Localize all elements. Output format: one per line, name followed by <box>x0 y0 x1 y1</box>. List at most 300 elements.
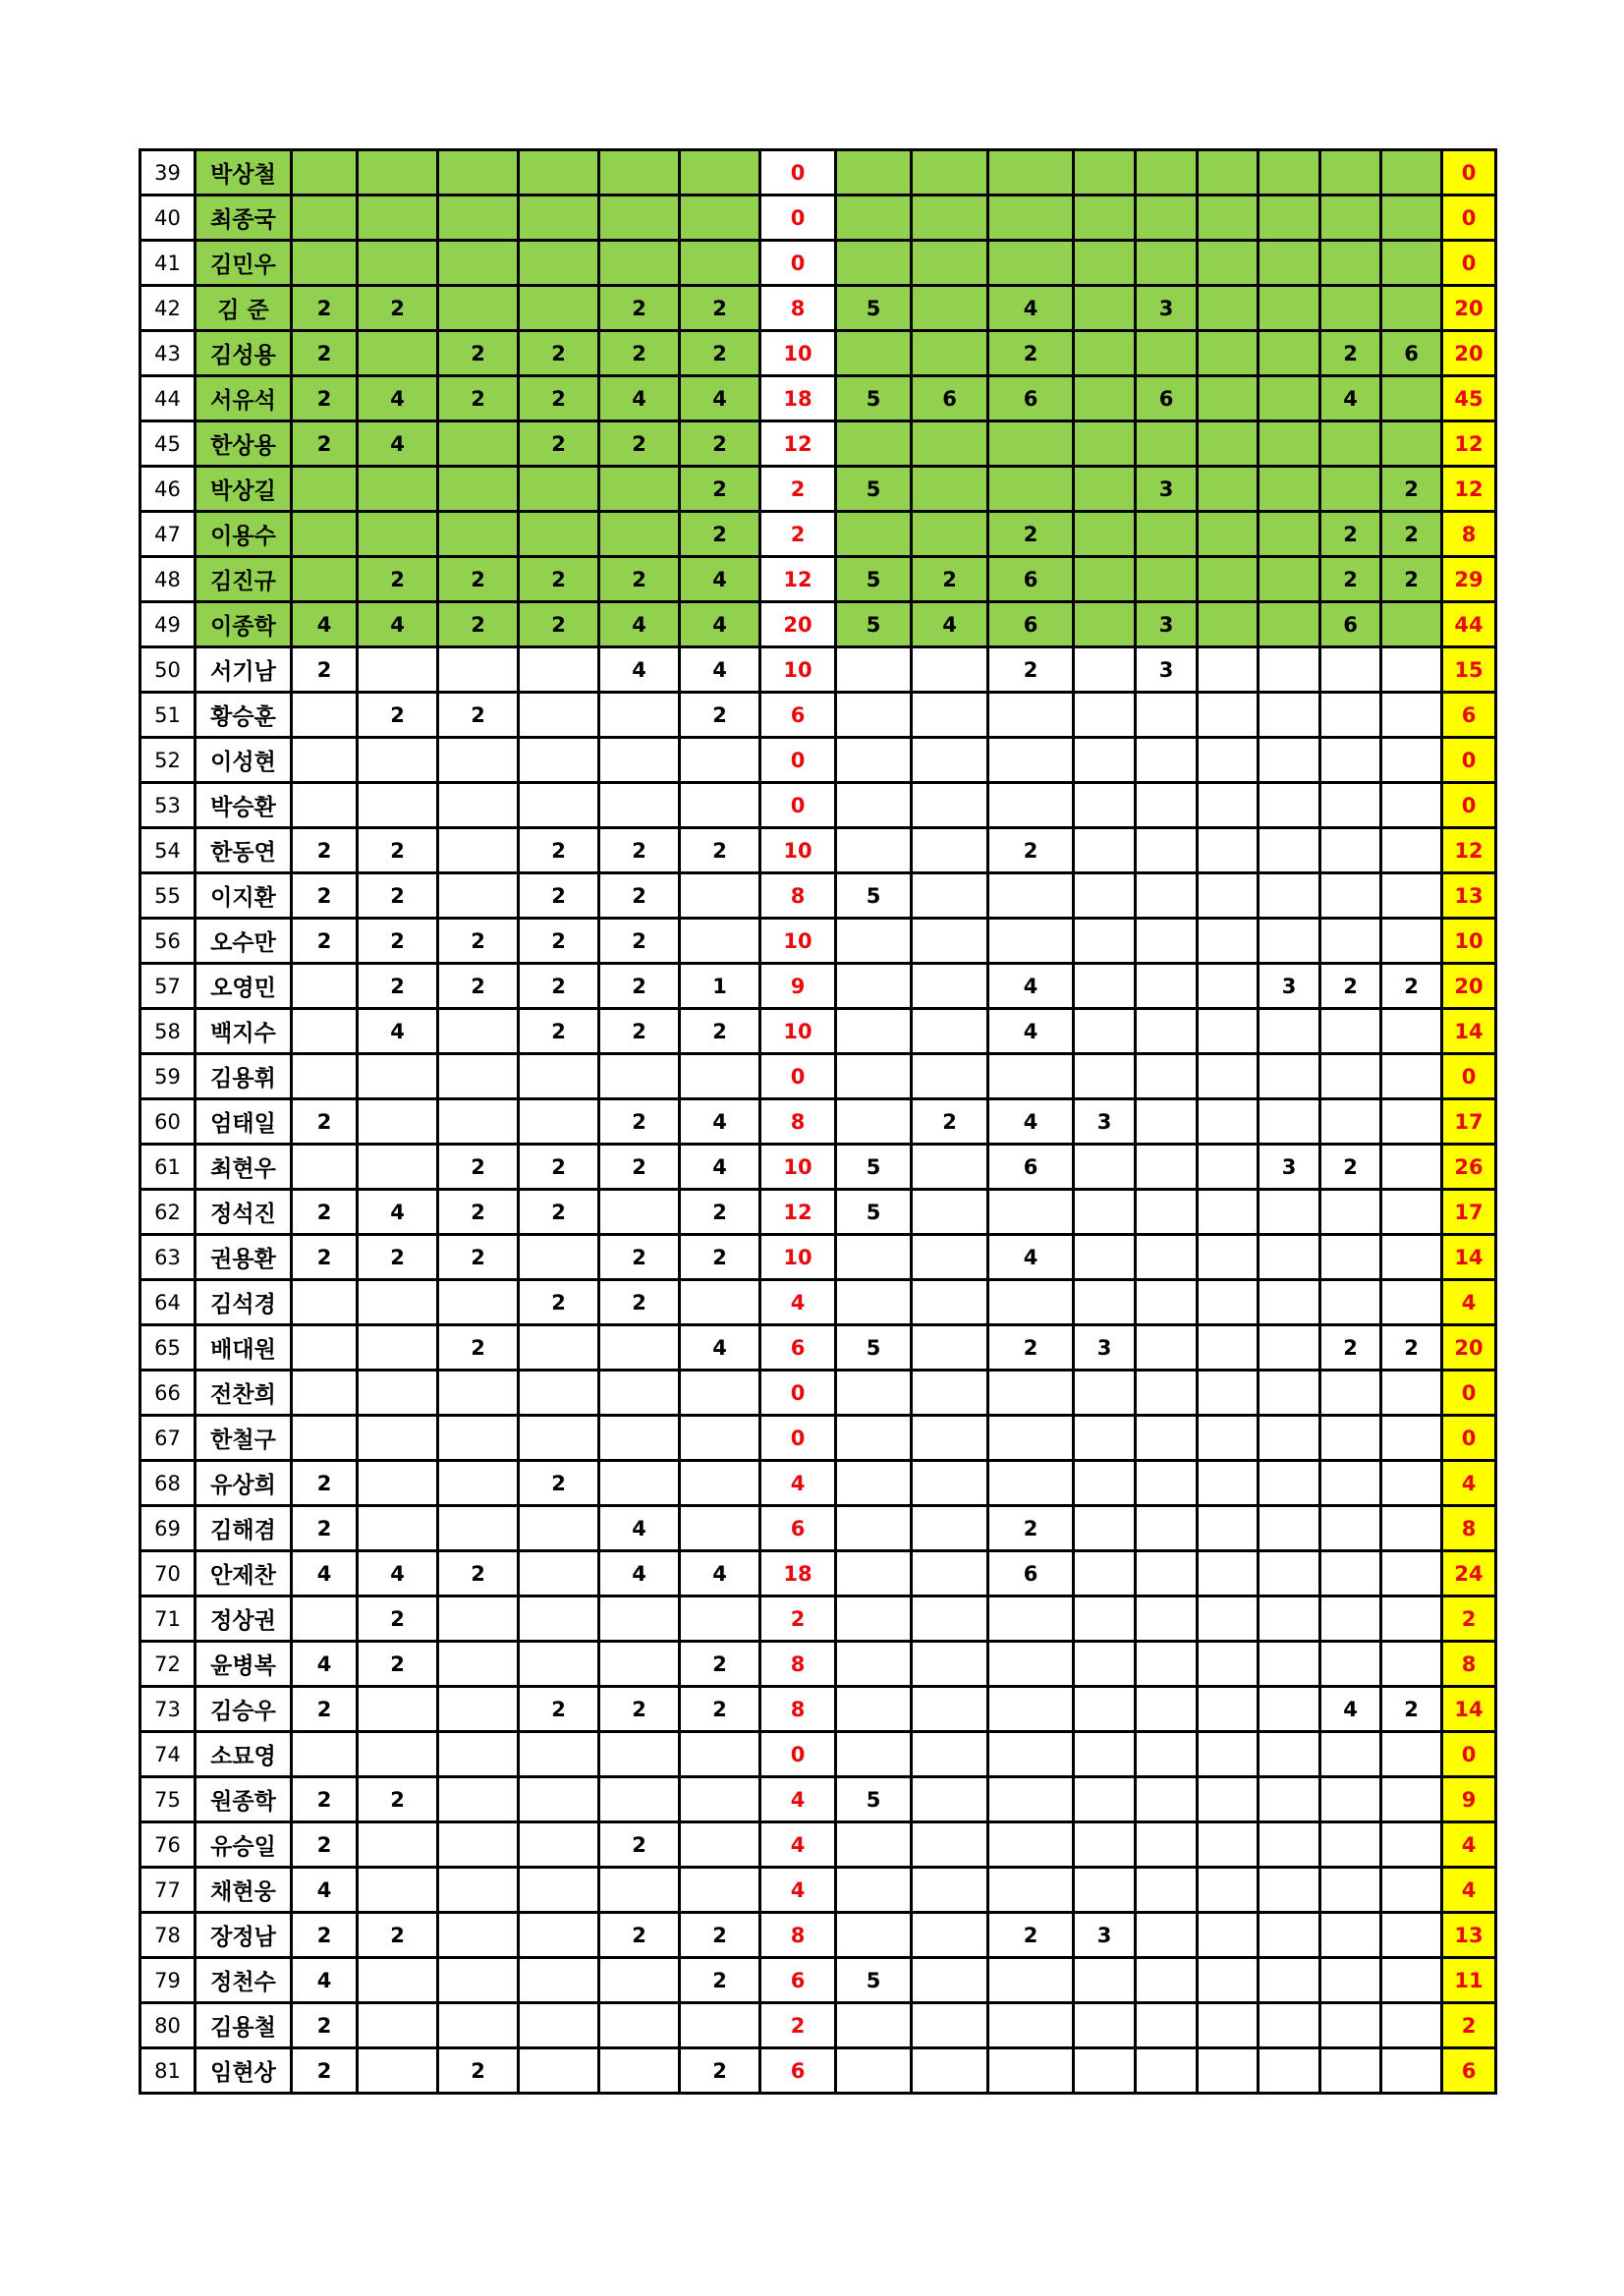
score-cell <box>1198 1009 1259 1054</box>
score-cell: 2 <box>599 1687 680 1732</box>
score-cell <box>1198 919 1259 964</box>
score-cell: 3 <box>1259 1145 1320 1190</box>
score-cell: 4 <box>599 602 680 647</box>
score-cell <box>358 1371 438 1416</box>
subtotal-cell: 8 <box>760 1099 836 1145</box>
score-cell <box>912 241 988 286</box>
score-cell: 3 <box>1074 1913 1136 1958</box>
score-cell <box>1074 1687 1136 1732</box>
score-cell <box>1136 1054 1198 1099</box>
score-cell: 4 <box>680 376 760 421</box>
score-cell: 2 <box>292 2003 358 2048</box>
score-cell <box>1259 1596 1320 1642</box>
table-row <box>140 1009 1496 1054</box>
row-number: 74 <box>140 1732 196 1777</box>
score-cell <box>1381 2003 1442 2048</box>
score-cell <box>1074 1371 1136 1416</box>
score-cell: 4 <box>292 1958 358 2003</box>
score-cell: 2 <box>519 873 599 919</box>
score-cell <box>1198 421 1259 467</box>
member-name: 오수만 <box>196 919 292 964</box>
score-cell: 6 <box>988 602 1074 647</box>
score-cell: 2 <box>599 331 680 376</box>
subtotal-cell: 0 <box>760 783 836 828</box>
score-cell <box>358 467 438 512</box>
score-cell <box>1259 1868 1320 1913</box>
score-cell <box>912 2003 988 2048</box>
score-cell <box>519 1868 599 1913</box>
score-cell <box>438 467 519 512</box>
score-cell <box>438 738 519 783</box>
table-row <box>140 1732 1496 1777</box>
score-cell <box>912 647 988 693</box>
score-cell <box>1381 1145 1442 1190</box>
score-cell: 2 <box>1320 1145 1381 1190</box>
subtotal-cell: 0 <box>760 1371 836 1416</box>
score-cell <box>1136 1145 1198 1190</box>
score-cell: 2 <box>599 1822 680 1868</box>
score-cell <box>1259 1913 1320 1958</box>
total-cell: 26 <box>1442 1145 1496 1190</box>
score-cell: 4 <box>1320 1687 1381 1732</box>
score-cell <box>1136 1958 1198 2003</box>
total-cell: 12 <box>1442 421 1496 467</box>
total-cell: 0 <box>1442 1371 1496 1416</box>
member-name: 안제찬 <box>196 1551 292 1596</box>
score-cell <box>1320 1280 1381 1325</box>
score-cell <box>1381 919 1442 964</box>
score-cell: 2 <box>599 1145 680 1190</box>
score-cell: 3 <box>1136 467 1198 512</box>
table-row <box>140 1687 1496 1732</box>
score-cell: 5 <box>836 286 912 331</box>
score-cell: 2 <box>358 1235 438 1280</box>
score-cell: 2 <box>599 286 680 331</box>
score-cell <box>292 150 358 196</box>
score-cell <box>912 828 988 873</box>
table-row <box>140 196 1496 241</box>
score-cell: 2 <box>1320 964 1381 1009</box>
subtotal-cell: 2 <box>760 1596 836 1642</box>
score-cell <box>1198 964 1259 1009</box>
member-name: 백지수 <box>196 1009 292 1054</box>
score-cell <box>1381 1551 1442 1596</box>
score-cell: 2 <box>680 421 760 467</box>
member-name: 최종국 <box>196 196 292 241</box>
score-cell <box>1381 1958 1442 2003</box>
row-number: 66 <box>140 1371 196 1416</box>
score-cell <box>1074 2048 1136 2094</box>
score-cell <box>599 467 680 512</box>
score-cell <box>988 1190 1074 1235</box>
score-cell: 2 <box>358 1777 438 1822</box>
score-cell <box>1136 1732 1198 1777</box>
score-cell <box>1136 1280 1198 1325</box>
table-row <box>140 1551 1496 1596</box>
subtotal-cell: 10 <box>760 1235 836 1280</box>
score-cell: 4 <box>292 1642 358 1687</box>
score-cell <box>988 467 1074 512</box>
score-cell <box>1198 1506 1259 1551</box>
score-cell <box>1136 873 1198 919</box>
score-cell: 5 <box>836 376 912 421</box>
score-cell <box>292 1732 358 1777</box>
total-cell: 4 <box>1442 1461 1496 1506</box>
score-cell <box>1136 738 1198 783</box>
total-cell: 0 <box>1442 150 1496 196</box>
subtotal-cell: 8 <box>760 286 836 331</box>
score-cell <box>912 1732 988 1777</box>
score-cell <box>912 919 988 964</box>
total-cell: 14 <box>1442 1235 1496 1280</box>
score-cell <box>599 1325 680 1371</box>
score-cell <box>1136 1506 1198 1551</box>
score-cell: 2 <box>438 1190 519 1235</box>
score-cell <box>912 1596 988 1642</box>
score-cell: 2 <box>519 557 599 602</box>
score-cell <box>1320 421 1381 467</box>
score-cell <box>358 647 438 693</box>
score-cell: 2 <box>292 1461 358 1506</box>
score-cell <box>836 1054 912 1099</box>
score-cell <box>358 1054 438 1099</box>
score-cell <box>358 512 438 557</box>
score-cell <box>1320 1777 1381 1822</box>
score-cell <box>599 1868 680 1913</box>
score-cell <box>1074 467 1136 512</box>
score-cell <box>1259 693 1320 738</box>
score-cell <box>1320 1596 1381 1642</box>
row-number: 41 <box>140 241 196 286</box>
member-name: 원종학 <box>196 1777 292 1822</box>
score-cell: 2 <box>292 1506 358 1551</box>
total-cell: 8 <box>1442 512 1496 557</box>
score-cell: 2 <box>519 1145 599 1190</box>
score-cell <box>680 1868 760 1913</box>
table-row <box>140 150 1496 196</box>
score-cell <box>1381 647 1442 693</box>
score-cell <box>1198 647 1259 693</box>
total-cell: 29 <box>1442 557 1496 602</box>
score-cell <box>680 1506 760 1551</box>
score-cell: 2 <box>680 1642 760 1687</box>
total-cell: 6 <box>1442 693 1496 738</box>
score-cell <box>292 1280 358 1325</box>
score-cell <box>358 1506 438 1551</box>
score-cell: 5 <box>836 1190 912 1235</box>
score-cell <box>836 964 912 1009</box>
score-cell: 2 <box>680 512 760 557</box>
score-cell <box>519 2003 599 2048</box>
subtotal-cell: 0 <box>760 150 836 196</box>
row-number: 55 <box>140 873 196 919</box>
score-cell <box>912 738 988 783</box>
score-cell: 5 <box>836 873 912 919</box>
table-row <box>140 1958 1496 2003</box>
score-cell: 2 <box>358 1913 438 1958</box>
member-name: 이지환 <box>196 873 292 919</box>
score-cell <box>836 1642 912 1687</box>
row-number: 56 <box>140 919 196 964</box>
total-cell: 2 <box>1442 1596 1496 1642</box>
score-cell: 2 <box>358 1596 438 1642</box>
score-cell: 3 <box>1136 286 1198 331</box>
score-cell <box>438 421 519 467</box>
score-cell <box>1074 2003 1136 2048</box>
score-cell <box>438 1371 519 1416</box>
score-cell <box>1381 241 1442 286</box>
table-row <box>140 1461 1496 1506</box>
member-name: 박상철 <box>196 150 292 196</box>
score-cell: 4 <box>599 376 680 421</box>
score-cell <box>1259 602 1320 647</box>
score-cell <box>836 1551 912 1596</box>
score-cell: 4 <box>912 602 988 647</box>
score-cell: 4 <box>680 1099 760 1145</box>
row-number: 58 <box>140 1009 196 1054</box>
score-cell: 2 <box>680 1958 760 2003</box>
score-cell <box>1198 1190 1259 1235</box>
score-cell: 2 <box>292 331 358 376</box>
score-cell <box>1074 1732 1136 1777</box>
score-cell: 2 <box>680 1235 760 1280</box>
score-cell <box>1259 512 1320 557</box>
score-cell <box>988 1687 1074 1732</box>
score-cell <box>438 783 519 828</box>
table-row <box>140 512 1496 557</box>
score-cell <box>1136 1461 1198 1506</box>
score-cell: 6 <box>988 1551 1074 1596</box>
score-cell <box>438 1777 519 1822</box>
score-cell <box>1381 1235 1442 1280</box>
table-row <box>140 1145 1496 1190</box>
total-cell: 20 <box>1442 331 1496 376</box>
score-cell <box>988 1868 1074 1913</box>
score-cell <box>1320 1642 1381 1687</box>
score-cell <box>599 2003 680 2048</box>
score-cell: 4 <box>680 602 760 647</box>
score-cell: 2 <box>912 557 988 602</box>
score-cell <box>1381 421 1442 467</box>
subtotal-cell: 10 <box>760 1009 836 1054</box>
score-cell <box>519 1416 599 1461</box>
score-cell <box>988 1777 1074 1822</box>
total-cell: 0 <box>1442 1054 1496 1099</box>
score-cell <box>519 1777 599 1822</box>
row-number: 49 <box>140 602 196 647</box>
score-cell <box>358 241 438 286</box>
score-cell: 5 <box>836 1145 912 1190</box>
table-row <box>140 964 1496 1009</box>
score-cell <box>912 1280 988 1325</box>
score-cell <box>988 1054 1074 1099</box>
row-number: 71 <box>140 1596 196 1642</box>
row-number: 61 <box>140 1145 196 1190</box>
score-cell <box>1136 693 1198 738</box>
total-cell: 0 <box>1442 738 1496 783</box>
score-cell <box>1381 873 1442 919</box>
member-name: 박승환 <box>196 783 292 828</box>
subtotal-cell: 10 <box>760 919 836 964</box>
subtotal-cell: 2 <box>760 467 836 512</box>
score-cell <box>1259 1687 1320 1732</box>
score-cell <box>1136 512 1198 557</box>
score-cell <box>912 1371 988 1416</box>
score-cell <box>292 241 358 286</box>
score-cell: 2 <box>519 421 599 467</box>
score-cell <box>912 1913 988 1958</box>
score-cell <box>1136 1913 1198 1958</box>
score-cell <box>519 1325 599 1371</box>
subtotal-cell: 12 <box>760 1190 836 1235</box>
score-cell: 2 <box>519 1461 599 1506</box>
member-name: 유상희 <box>196 1461 292 1506</box>
score-cell <box>912 1190 988 1235</box>
score-cell <box>438 2003 519 2048</box>
subtotal-cell: 9 <box>760 964 836 1009</box>
score-cell <box>1381 150 1442 196</box>
score-cell <box>1320 828 1381 873</box>
subtotal-cell: 2 <box>760 2003 836 2048</box>
score-cell: 2 <box>680 467 760 512</box>
score-cell <box>1320 241 1381 286</box>
score-cell: 2 <box>358 964 438 1009</box>
total-cell: 13 <box>1442 1913 1496 1958</box>
score-cell <box>1198 1596 1259 1642</box>
row-number: 53 <box>140 783 196 828</box>
score-cell: 2 <box>680 2048 760 2094</box>
total-cell: 12 <box>1442 467 1496 512</box>
score-cell <box>519 1642 599 1687</box>
row-number: 64 <box>140 1280 196 1325</box>
subtotal-cell: 4 <box>760 1822 836 1868</box>
score-cell <box>599 1642 680 1687</box>
row-number: 44 <box>140 376 196 421</box>
score-cell: 2 <box>599 919 680 964</box>
score-cell <box>1320 1009 1381 1054</box>
member-name: 유승일 <box>196 1822 292 1868</box>
row-number: 54 <box>140 828 196 873</box>
score-cell: 2 <box>988 1325 1074 1371</box>
score-cell <box>1074 964 1136 1009</box>
row-number: 59 <box>140 1054 196 1099</box>
score-cell <box>1074 1461 1136 1506</box>
score-cell: 2 <box>438 964 519 1009</box>
total-cell: 2 <box>1442 2003 1496 2048</box>
score-cell <box>1320 1190 1381 1235</box>
score-cell <box>912 1506 988 1551</box>
score-cell <box>1198 738 1259 783</box>
score-cell <box>1074 1958 1136 2003</box>
score-cell <box>1381 693 1442 738</box>
score-cell <box>1259 241 1320 286</box>
score-cell: 6 <box>988 376 1074 421</box>
total-cell: 24 <box>1442 1551 1496 1596</box>
score-cell <box>599 693 680 738</box>
score-cell <box>1074 1506 1136 1551</box>
score-cell <box>988 150 1074 196</box>
score-cell <box>599 2048 680 2094</box>
score-cell <box>1259 1958 1320 2003</box>
score-cell <box>1198 1235 1259 1280</box>
table-row <box>140 2048 1496 2094</box>
score-cell: 3 <box>1074 1099 1136 1145</box>
score-cell: 2 <box>988 828 1074 873</box>
score-cell <box>358 1280 438 1325</box>
score-cell <box>1136 2003 1198 2048</box>
total-cell: 15 <box>1442 647 1496 693</box>
row-number: 46 <box>140 467 196 512</box>
score-cell <box>1136 919 1198 964</box>
score-cell <box>1198 150 1259 196</box>
score-cell: 2 <box>599 1280 680 1325</box>
score-cell <box>1074 1054 1136 1099</box>
score-cell <box>1198 241 1259 286</box>
score-cell <box>1198 1958 1259 2003</box>
member-name: 정상권 <box>196 1596 292 1642</box>
score-cell <box>438 1054 519 1099</box>
score-cell <box>912 873 988 919</box>
score-cell <box>1074 241 1136 286</box>
table-row <box>140 828 1496 873</box>
score-cell <box>1198 1325 1259 1371</box>
score-cell <box>438 1732 519 1777</box>
score-cell: 4 <box>358 1551 438 1596</box>
score-cell <box>1259 1371 1320 1416</box>
score-cell: 4 <box>292 1868 358 1913</box>
score-cell: 6 <box>1381 331 1442 376</box>
score-cell: 2 <box>988 1506 1074 1551</box>
score-cell <box>1136 2048 1198 2094</box>
score-cell <box>438 1913 519 1958</box>
score-cell: 2 <box>292 286 358 331</box>
score-cell <box>1381 196 1442 241</box>
member-name: 소묘영 <box>196 1732 292 1777</box>
score-cell <box>912 1009 988 1054</box>
score-cell <box>519 1732 599 1777</box>
score-cell <box>1381 1732 1442 1777</box>
score-cell <box>1320 1913 1381 1958</box>
score-cell <box>988 1461 1074 1506</box>
score-cell: 2 <box>292 919 358 964</box>
row-number: 67 <box>140 1416 196 1461</box>
score-cell <box>1381 1416 1442 1461</box>
score-cell <box>1074 421 1136 467</box>
score-cell: 4 <box>292 602 358 647</box>
total-cell: 12 <box>1442 828 1496 873</box>
table-row <box>140 1822 1496 1868</box>
member-name: 장정남 <box>196 1913 292 1958</box>
table-row <box>140 1280 1496 1325</box>
score-cell <box>438 1506 519 1551</box>
score-cell <box>358 738 438 783</box>
score-cell <box>836 1009 912 1054</box>
score-cell: 4 <box>988 1099 1074 1145</box>
subtotal-cell: 8 <box>760 1687 836 1732</box>
score-cell <box>1259 467 1320 512</box>
row-number: 63 <box>140 1235 196 1280</box>
score-cell: 4 <box>358 1190 438 1235</box>
member-name: 배대원 <box>196 1325 292 1371</box>
score-cell: 2 <box>438 1325 519 1371</box>
score-cell <box>1198 1371 1259 1416</box>
score-cell: 2 <box>1320 331 1381 376</box>
total-cell: 6 <box>1442 2048 1496 2094</box>
score-cell <box>836 1822 912 1868</box>
total-cell: 14 <box>1442 1009 1496 1054</box>
score-cell <box>438 1596 519 1642</box>
score-cell <box>1381 376 1442 421</box>
